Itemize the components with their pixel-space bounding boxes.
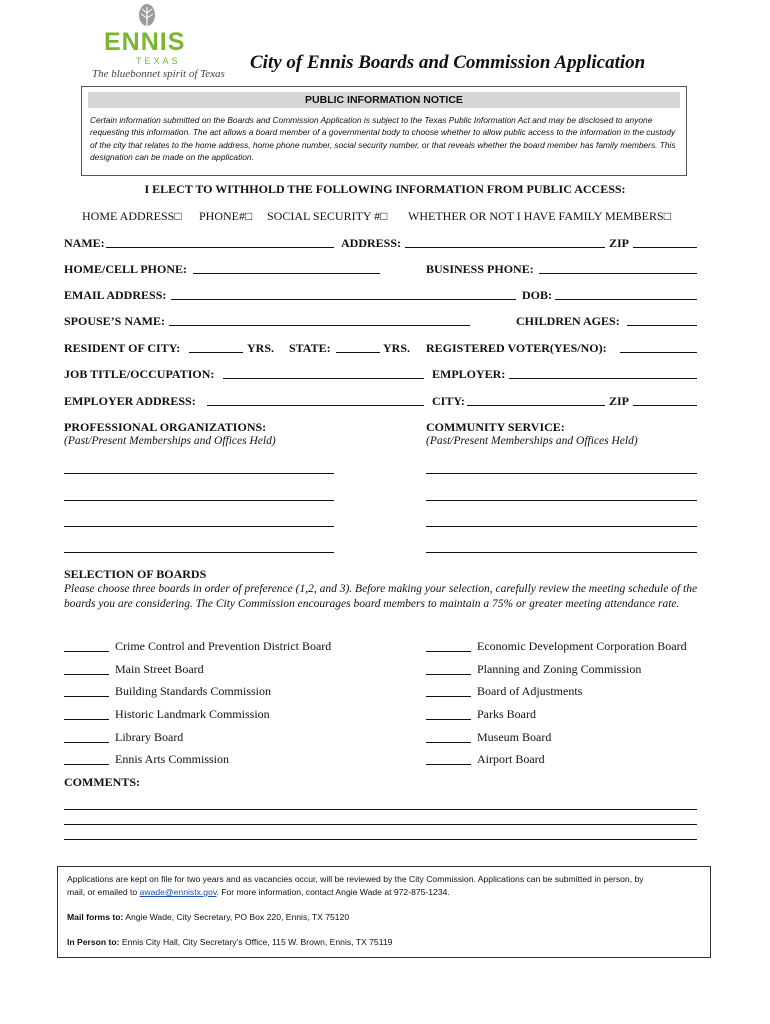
professional-line[interactable]: [64, 473, 334, 474]
address-label: ADDRESS:: [341, 236, 402, 250]
board-option: Museum Board: [477, 730, 552, 744]
state-label: STATE:: [289, 341, 331, 355]
board-option: Library Board: [115, 730, 184, 744]
page-title: City of Ennis Boards and Commission Application: [250, 52, 646, 73]
professional-line[interactable]: [64, 552, 334, 553]
community-line[interactable]: [426, 526, 697, 527]
business-phone-field[interactable]: [539, 273, 697, 274]
board-rank-field[interactable]: [426, 764, 471, 765]
checkbox-icon: □: [663, 209, 671, 223]
ennis-logo: [92, 4, 225, 84]
employer-address-label: EMPLOYER ADDRESS:: [64, 394, 196, 408]
footer-line-2: [67, 887, 450, 897]
home-phone-label: HOME/CELL PHONE:: [64, 262, 188, 276]
email-link[interactable]: awade@ennistx.gov: [139, 887, 217, 897]
mail-forms-line: [67, 912, 349, 922]
spouse-field[interactable]: [169, 325, 470, 326]
zip-label: ZIP: [609, 236, 630, 250]
board-option: Economic Development Corporation Board: [477, 639, 687, 653]
board-rank-field[interactable]: [426, 719, 471, 720]
community-hint: (Past/Present Memberships and Offices Held): [426, 435, 638, 447]
job-field[interactable]: [223, 378, 424, 379]
board-rank-field[interactable]: [426, 742, 471, 743]
comments-line[interactable]: [64, 839, 697, 840]
professional-organizations-label: PROFESSIONAL ORGANIZATIONS:: [64, 420, 267, 434]
board-rank-field[interactable]: [426, 696, 471, 697]
name-label: NAME:: [64, 236, 105, 250]
professional-line[interactable]: [64, 526, 334, 527]
board-option: Building Standards Commission: [115, 684, 272, 698]
board-rank-field[interactable]: [426, 674, 471, 675]
community-line[interactable]: [426, 500, 697, 501]
checkbox-icon: □: [380, 209, 388, 223]
voter-field[interactable]: [620, 352, 697, 353]
board-option: Planning and Zoning Commission: [477, 662, 642, 676]
withhold-option-family[interactable]: [408, 209, 671, 224]
footer-line-1: Applications are kept on file for two years and as vacancies occur, will be reviewed by the City Commission. Applications can be submitted in person, by: [67, 874, 644, 884]
resident-label: RESIDENT OF CITY:: [64, 341, 181, 355]
comments-line[interactable]: [64, 824, 697, 825]
option-label: WHETHER OR NOT I HAVE FAMILY MEMBERS: [408, 209, 664, 223]
zip2-field[interactable]: [633, 405, 697, 406]
withhold-heading: I ELECT TO WITHHOLD THE FOLLOWING INFORMATION FROM PUBLIC ACCESS:: [144, 182, 626, 196]
mail-forms-label: Mail forms to:: [67, 912, 124, 922]
submission-info-box: [57, 866, 711, 958]
board-rank-field[interactable]: [64, 696, 109, 697]
board-rank-field[interactable]: [64, 651, 109, 652]
notice-heading: PUBLIC INFORMATION NOTICE: [88, 92, 680, 108]
public-information-notice: [81, 86, 687, 176]
professional-hint: (Past/Present Memberships and Offices Held): [64, 435, 276, 447]
board-rank-field[interactable]: [64, 674, 109, 675]
checkbox-icon: □: [245, 209, 253, 223]
board-rank-field[interactable]: [426, 651, 471, 652]
email-label: EMAIL ADDRESS:: [64, 288, 167, 302]
board-option: Main Street Board: [115, 662, 204, 676]
community-line[interactable]: [426, 552, 697, 553]
dob-label: DOB:: [522, 288, 552, 302]
dob-field[interactable]: [555, 299, 697, 300]
resident-years-field[interactable]: [189, 352, 243, 353]
board-rank-field[interactable]: [64, 719, 109, 720]
leaf-icon: [136, 4, 158, 30]
board-rank-field[interactable]: [64, 764, 109, 765]
in-person-label: In Person to:: [67, 937, 120, 947]
spouse-label: SPOUSE’S NAME:: [64, 314, 166, 328]
state-years-label: YRS.: [383, 341, 411, 355]
comments-label: COMMENTS:: [64, 775, 140, 789]
mail-forms-text: Angie Wade, City Secretary, PO Box 220, Ennis, TX 75120: [123, 912, 350, 922]
community-line[interactable]: [426, 473, 697, 474]
option-label: PHONE#: [199, 209, 246, 223]
board-option: Historic Landmark Commission: [115, 707, 270, 721]
resident-years-label: YRS.: [247, 341, 275, 355]
board-option: Crime Control and Prevention District Board: [115, 639, 332, 653]
in-person-line: [67, 937, 392, 947]
professional-line[interactable]: [64, 500, 334, 501]
address-field[interactable]: [405, 247, 605, 248]
board-option: Airport Board: [477, 752, 545, 766]
name-field[interactable]: [106, 247, 334, 248]
board-option: Parks Board: [477, 707, 536, 721]
board-option: Ennis Arts Commission: [115, 752, 230, 766]
checkbox-icon: □: [174, 209, 182, 223]
logo-state: TEXAS: [136, 56, 181, 66]
logo-wordmark: ENNIS: [104, 28, 186, 56]
employer-label: EMPLOYER:: [432, 367, 506, 381]
withhold-option-home-address[interactable]: [82, 209, 182, 224]
notice-body: Certain information submitted on the Boards and Commission Application is subject to the Texas Public Information Act and may be disclosed to anyone requesting this information. The act allows a board member of a governmental body to choose whether to allow public access to the information in the custody of the city that relates to the home address, home phone number, social security number, or that reveals whether the board member has family members. This designation can be made on the application.: [90, 115, 676, 163]
employer-address-field[interactable]: [207, 405, 424, 406]
business-phone-label: BUSINESS PHONE:: [426, 262, 534, 276]
city-label: CITY:: [432, 394, 465, 408]
option-label: HOME ADDRESS: [82, 209, 175, 223]
email-field[interactable]: [171, 299, 516, 300]
withhold-option-ssn[interactable]: [267, 209, 387, 224]
home-phone-field[interactable]: [193, 273, 380, 274]
board-rank-field[interactable]: [64, 742, 109, 743]
footer-text: . For more information, contact Angie Wade at 972-875-1234.: [216, 887, 450, 897]
selection-instructions: Please choose three boards in order of preference (1,2, and 3). Before making your selection, carefully review the meeting schedule of the boards you are considering. The City Commission encourages board members to maintain a 75% or greater meeting attendance rate.: [64, 583, 698, 610]
state-years-field[interactable]: [336, 352, 380, 353]
employer-field[interactable]: [509, 378, 697, 379]
option-label: SOCIAL SECURITY #: [267, 209, 381, 223]
zip-field[interactable]: [633, 247, 697, 248]
community-service-label: COMMUNITY SERVICE:: [426, 420, 565, 434]
zip2-label: ZIP: [609, 394, 630, 408]
selection-heading: SELECTION OF BOARDS: [64, 567, 207, 581]
job-label: JOB TITLE/OCCUPATION:: [64, 367, 215, 381]
logo-tagline: The bluebonnet spirit of Texas: [92, 68, 225, 80]
in-person-text: Ennis City Hall, City Secretary’s Office, 115 W. Brown, Ennis, TX 75119: [119, 937, 393, 947]
city-field[interactable]: [467, 405, 605, 406]
voter-label: REGISTERED VOTER(YES/NO):: [426, 341, 607, 355]
footer-text: mail, or emailed to: [67, 887, 140, 897]
children-label: CHILDREN AGES:: [516, 314, 620, 328]
withhold-option-phone[interactable]: [199, 209, 252, 224]
board-option: Board of Adjustments: [477, 684, 583, 698]
children-field[interactable]: [627, 325, 697, 326]
comments-line[interactable]: [64, 809, 697, 810]
